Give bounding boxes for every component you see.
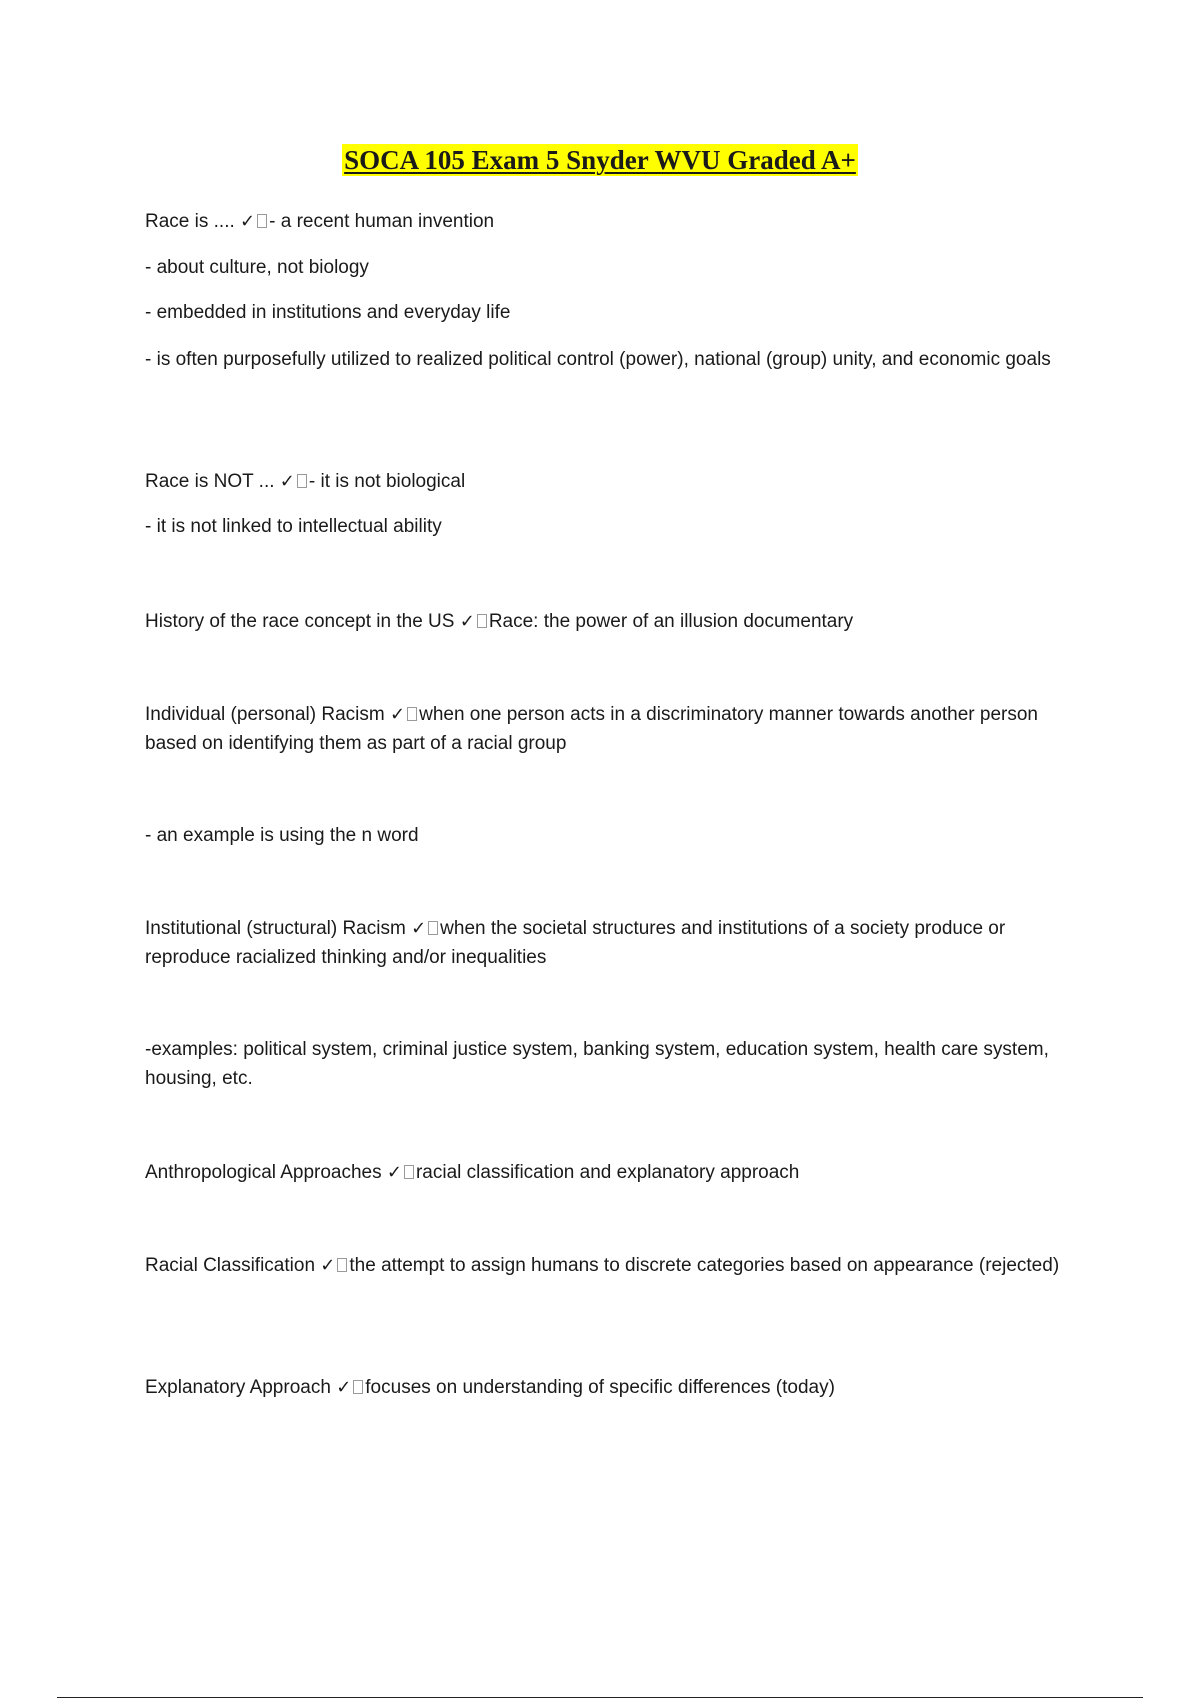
checkmark-icon: ✓ xyxy=(386,1162,402,1183)
note-line: - an example is using the n word xyxy=(145,825,419,846)
term: Individual (personal) Racism xyxy=(145,704,385,725)
term: Institutional (structural) Racism xyxy=(145,918,406,939)
qa-line-race-is-not xyxy=(145,467,1095,496)
definition: - a recent human invention xyxy=(269,211,495,232)
term: Racial Classification xyxy=(145,1255,316,1276)
footer-rule xyxy=(57,1697,1143,1698)
note-line: - about culture, not biology xyxy=(145,257,369,278)
note-line: - it is not linked to intellectual ability xyxy=(145,516,442,537)
checkmark-icon: ✓ xyxy=(390,704,406,725)
checkmark-icon: ✓ xyxy=(279,471,295,492)
qa-line-race-is xyxy=(145,207,1095,236)
missing-glyph-box-icon xyxy=(407,707,417,721)
note-line: - embedded in institutions and everyday life xyxy=(145,302,511,323)
qa-line-institutional-racism xyxy=(145,914,1095,972)
term: Explanatory Approach xyxy=(145,1377,331,1398)
checkmark-icon: ✓ xyxy=(459,611,475,632)
note-line: - is often purposefully utilized to realized political control (power), national (group) unity, and economic goals xyxy=(145,349,1051,370)
missing-glyph-box-icon xyxy=(297,474,307,488)
definition: when the societal structures and institutions of a society produce or reproduce racialized thinking and/or inequalities xyxy=(145,918,1006,968)
missing-glyph-box-icon xyxy=(353,1380,363,1394)
qa-line-individual-racism xyxy=(145,700,1095,758)
definition: - it is not biological xyxy=(308,471,466,492)
definition: when one person acts in a discriminatory manner towards another person based on identifying them as part of a racial group xyxy=(145,704,1038,754)
qa-line-history xyxy=(145,607,1095,636)
term: Anthropological Approaches xyxy=(145,1162,382,1183)
definition: the attempt to assign humans to discrete categories based on appearance (rejected) xyxy=(349,1255,1060,1276)
title-wrap xyxy=(0,144,1200,176)
missing-glyph-box-icon xyxy=(428,921,438,935)
missing-glyph-box-icon xyxy=(257,214,267,228)
missing-glyph-box-icon xyxy=(337,1258,347,1272)
term: Race is NOT ... xyxy=(145,471,275,492)
note-line: -examples: political system, criminal justice system, banking system, education system, health care system, housing, etc. xyxy=(145,1039,1049,1089)
checkmark-icon: ✓ xyxy=(320,1255,336,1276)
missing-glyph-box-icon xyxy=(477,614,487,628)
checkmark-icon: ✓ xyxy=(336,1377,352,1398)
definition: focuses on understanding of specific differences (today) xyxy=(365,1377,835,1398)
qa-line-racial-classification xyxy=(145,1251,1095,1280)
document-title: SOCA 105 Exam 5 Snyder WVU Graded A+ xyxy=(344,145,856,175)
term: History of the race concept in the US xyxy=(145,611,455,632)
qa-line-anthropological-approaches xyxy=(145,1158,1095,1187)
term: Race is .... xyxy=(145,211,235,232)
qa-line-explanatory-approach xyxy=(145,1373,1095,1402)
missing-glyph-box-icon xyxy=(404,1165,414,1179)
checkmark-icon: ✓ xyxy=(240,211,256,232)
definition: Race: the power of an illusion documentary xyxy=(488,611,854,632)
definition: racial classification and explanatory approach xyxy=(415,1162,800,1183)
checkmark-icon: ✓ xyxy=(411,918,427,939)
